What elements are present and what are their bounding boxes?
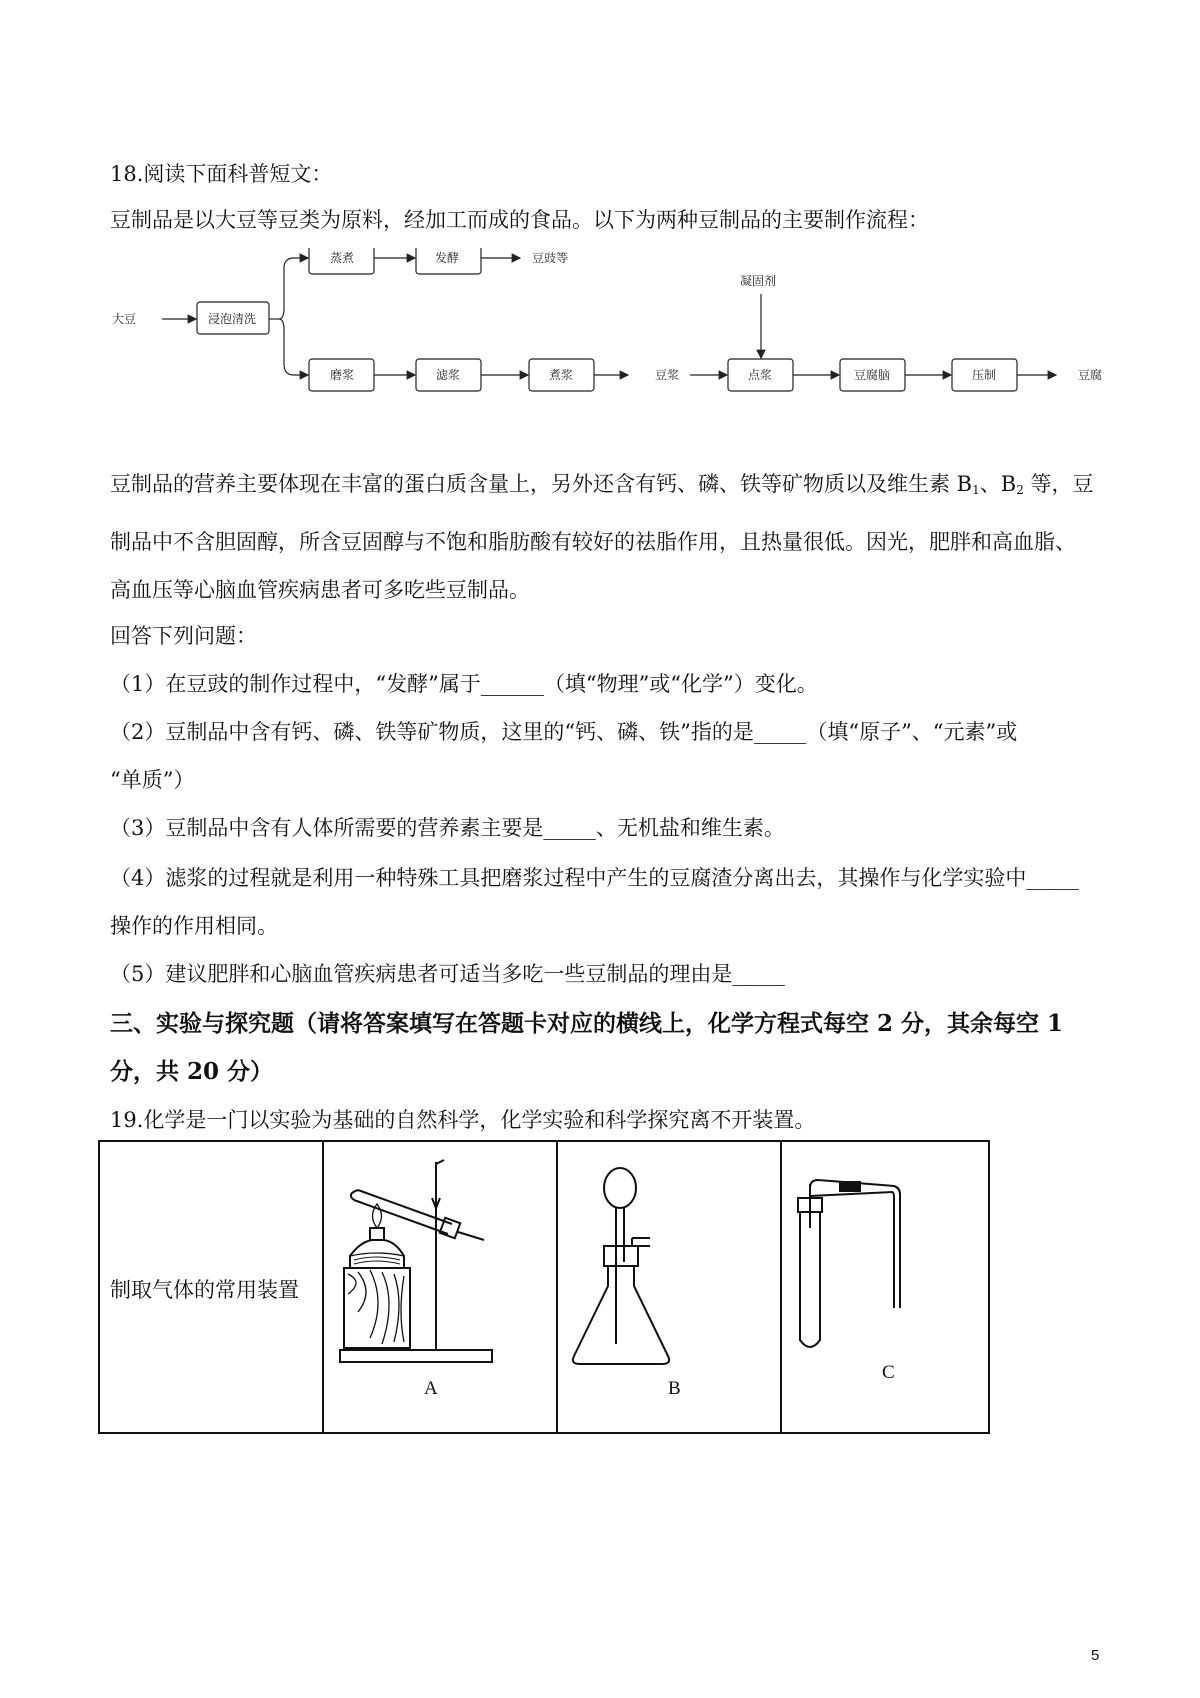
q18-answer-prompt: 回答下列问题： — [110, 624, 257, 648]
flow-right-start: 豆浆 — [655, 368, 680, 382]
flow-right-0: 点浆 — [748, 368, 773, 382]
apparatus-c-test-tube — [782, 1142, 988, 1428]
q18-sub-2a: （2）豆制品中含有钙、磷、铁等矿物质，这里的“钙、磷、铁”指的是_____（填“原子”、“元素”或 — [110, 720, 1018, 744]
apparatus-table — [98, 1140, 990, 1434]
q18-sub-5: （5）建议肥胖和心脑血管疾病患者可适当多吃一些豆制品的理由是_____ — [110, 962, 785, 986]
apparatus-c-cell — [781, 1141, 989, 1433]
q18-sub-3: （3）豆制品中含有人体所需要的营养素主要是_____、无机盐和维生素。 — [110, 816, 785, 840]
q18-intro: 豆制品是以大豆等豆类为原料，经加工而成的食品。以下为两种豆制品的主要制作流程： — [110, 208, 929, 232]
apparatus-label-a: A — [424, 1378, 438, 1399]
q18-sub-4b: 操作的作用相同。 — [110, 914, 278, 938]
flow-right-3: 豆腐 — [1078, 368, 1103, 382]
flow-start: 大豆 — [112, 312, 137, 326]
flow-bottom-1: 滤浆 — [436, 368, 461, 382]
q18-para-1: 豆制品的营养主要体现在丰富的蛋白质含量上，另外还含有钙、磷、铁等矿物质以及维生素 $B_1$、$B_2$ 等，豆 — [110, 472, 1094, 497]
apparatus-a-heating-setup — [324, 1142, 556, 1428]
section3-heading-a: 三、实验与探究题（请将答案填写在答题卡对应的横线上，化学方程式每空 2 分，其余每空 1 — [110, 1010, 1064, 1037]
q18-title: 18.阅读下面科普短文： — [110, 162, 333, 186]
q18-sub-2b: “单质”） — [110, 768, 195, 792]
page-number: 5 — [1091, 1647, 1100, 1664]
flow-right-1: 豆腐脑 — [854, 368, 891, 382]
flow-bottom-2: 煮浆 — [549, 368, 574, 382]
section3-heading-b: 分，共 20 分） — [110, 1058, 274, 1085]
q18-sub-4a: （4）滤浆的过程就是利用一种特殊工具把磨浆过程中产生的豆腐渣分离出去，其操作与化学实验中_____ — [110, 866, 1079, 890]
flow-top-0: 蒸煮 — [330, 251, 355, 265]
flow-bottom-0: 磨浆 — [330, 368, 355, 382]
apparatus-b-cell — [557, 1141, 781, 1433]
q19-intro: 19.化学是一门以实验为基础的自然科学，化学实验和科学探究离不开装置。 — [110, 1108, 816, 1132]
apparatus-label-b: B — [668, 1378, 681, 1399]
flow-soak: 浸泡清洗 — [208, 312, 257, 326]
production-flowchart — [112, 248, 1122, 398]
apparatus-row-label-cell — [99, 1141, 323, 1433]
apparatus-row-label: 制取气体的常用装置 — [110, 1278, 299, 1302]
flow-right-2: 压制 — [972, 368, 997, 382]
flow-coagulant: 凝固剂 — [740, 274, 777, 288]
apparatus-label-c: C — [882, 1362, 895, 1383]
q18-sub-1: （1）在豆豉的制作过程中，“发酵”属于______（填“物理”或“化学”）变化。 — [110, 672, 818, 696]
apparatus-a-cell — [323, 1141, 557, 1433]
q18-para-2: 制品中不含胆固醇，所含豆固醇与不饱和脂肪酸有较好的祛脂作用，且热量很低。因光，肥胖和高血脂、 — [110, 530, 1076, 554]
q18-para-3: 高血压等心脑血管疾病患者可多吃些豆制品。 — [110, 578, 530, 602]
flow-top-1: 发酵 — [435, 251, 460, 265]
flow-top-2: 豆豉等 — [532, 251, 569, 265]
